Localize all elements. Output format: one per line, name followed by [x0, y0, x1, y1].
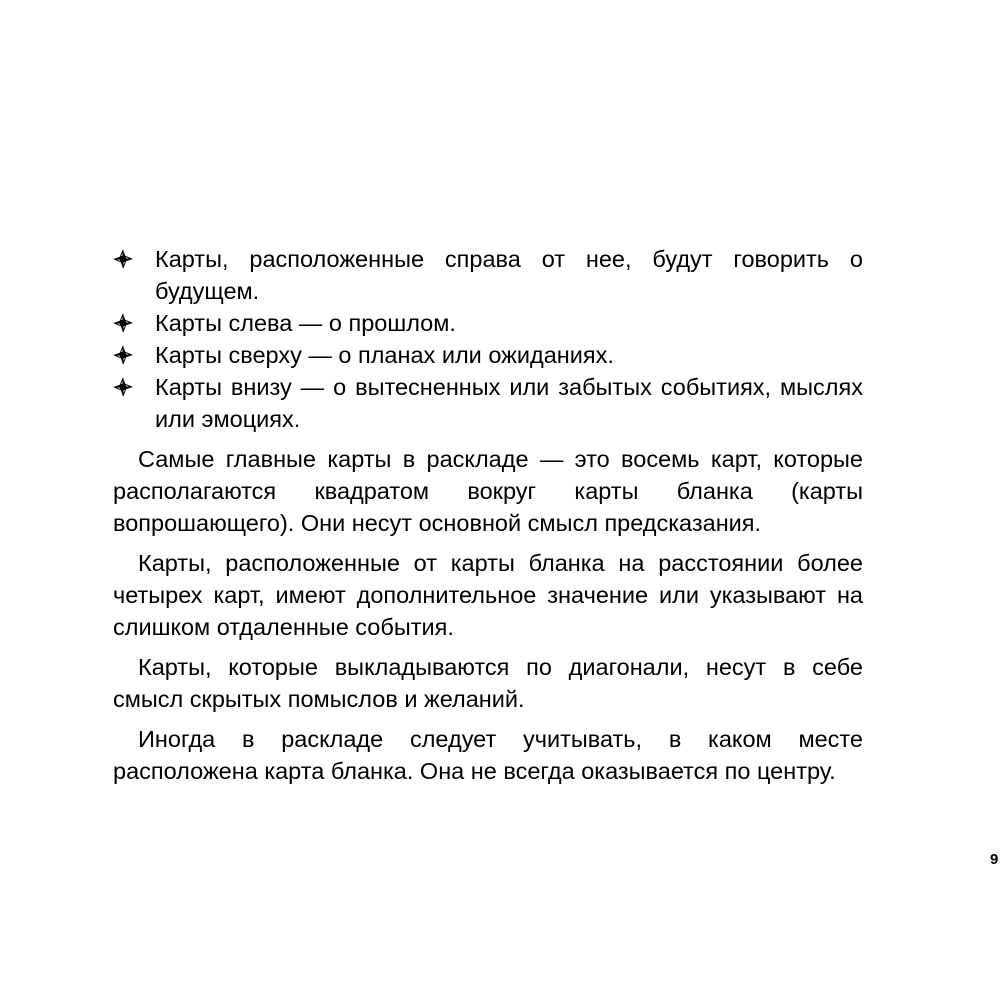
body-paragraph: Самые главные карты в раскладе — это восемь карт, которые располагаются квадратом вокруг карты бланка (карты вопрошающего). Они несут основной смысл предсказания.: [113, 446, 863, 536]
body-paragraph: Карты, расположенные от карты бланка на расстоянии более четырех карт, имеют дополнительное значение или указывают на слишком отдаленные события.: [113, 550, 863, 640]
bullet-text: Карты, расположенные справа от нее, будут говорить о будущем.: [155, 246, 863, 304]
four-diamond-bullet-icon: [113, 249, 133, 269]
four-diamond-bullet-icon: [113, 377, 133, 397]
body-paragraph: Карты, которые выкладываются по диагонали, несут в себе смысл скрытых помыслов и желаний.: [113, 654, 863, 712]
bullet-text: Карты слева — о прошлом.: [155, 310, 456, 336]
bullet-item: [113, 339, 863, 371]
page-body: [113, 243, 863, 787]
bullet-text: Карты сверху — о планах или ожиданиях.: [155, 342, 614, 368]
four-diamond-bullet-icon: [113, 345, 133, 365]
four-diamond-bullet-icon: [113, 313, 133, 333]
bullet-list: [113, 243, 863, 435]
bullet-item: [113, 371, 863, 435]
bullet-item: [113, 243, 863, 307]
bullet-text: Карты внизу — о вытесненных или забытых событиях, мыслях или эмоциях.: [155, 374, 863, 432]
page-number: 9: [990, 852, 999, 868]
body-paragraph: Иногда в раскладе следует учитывать, в каком месте расположена карта бланка. Она не всегда оказывается по центру.: [113, 726, 863, 784]
bullet-item: [113, 307, 863, 339]
